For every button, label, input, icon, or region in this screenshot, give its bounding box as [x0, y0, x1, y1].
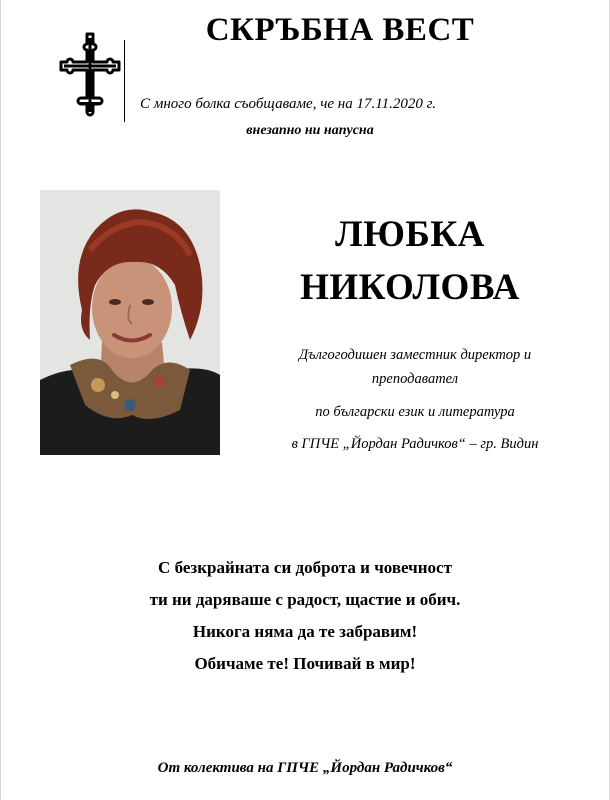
verse-line: Обичаме те! Почивай в мир!	[194, 654, 416, 673]
role-line: Дългогодишен заместник директор и	[298, 347, 532, 363]
verse-line: Никога няма да те забравим!	[192, 622, 418, 641]
portrait-photo	[40, 190, 220, 455]
deceased-last-name: НИКОЛОВА	[300, 267, 520, 308]
page-left-edge	[0, 0, 1, 800]
header-divider	[124, 40, 125, 122]
role-line: преподавател	[371, 371, 459, 387]
role-line: в ГПЧЕ „Йордан Радичков“ – гр. Видин	[291, 436, 539, 452]
announcement-subline: внезапно ни напусна	[246, 123, 374, 138]
orthodox-cross-icon	[50, 30, 130, 122]
deceased-first-name: ЛЮБКА	[335, 214, 485, 255]
role-line: по български език и литература	[315, 404, 515, 420]
notice-title: СКРЪБНА ВЕСТ	[205, 12, 475, 48]
announcement-text: С много болка съобщаваме, че на 17.11.2020 г.	[140, 96, 437, 112]
signature-text: От колектива на ГПЧЕ „Йордан Радичков“	[157, 760, 453, 776]
verse-line: С безкрайната си доброта и човечност	[158, 558, 452, 577]
verse-line: ти ни даряваше с радост, щастие и обич.	[149, 590, 461, 609]
